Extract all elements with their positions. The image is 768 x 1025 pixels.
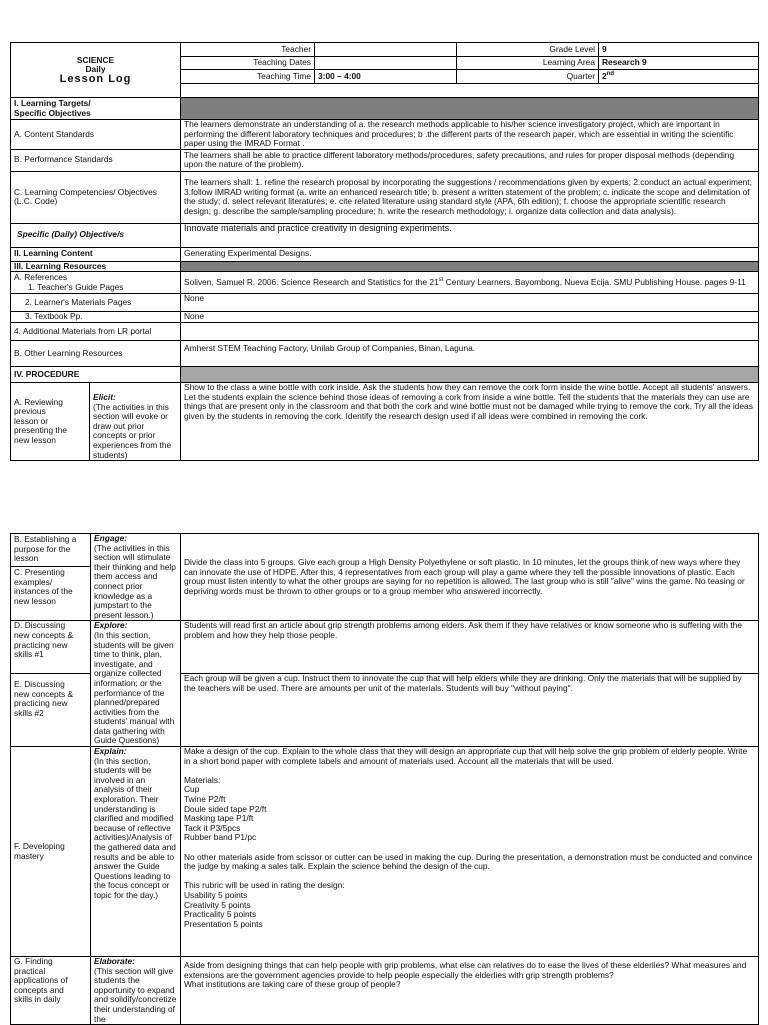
explain-desc: (In this section, students will be involved in an analysis of their exploration. Their understanding is clarified and modified because of reflective activities)/Analysis of the gathered data and results and be able to answer the Guide Questions leading to the focus concept or topic for the day.) xyxy=(94,755,176,900)
additional-materials-value xyxy=(181,322,759,340)
teaching-dates-label: Teaching Dates xyxy=(181,57,315,70)
explore-desc: (In this section, students will be given time to think, plan, investigate, and organize collected information; or the performance of the planned/prepared activities from the students' manual with data gathering with Guide Questions) xyxy=(94,629,175,746)
teaching-time-label: Teaching Time xyxy=(181,70,315,84)
learners-materials-value: None xyxy=(181,294,759,312)
additional-materials-label: 4. Additional Materials from LR portal xyxy=(11,322,181,340)
discussing-2-text: Each group will be given a cup. Instruct them to innovate the cup that will help elders while they are drinking. Only the materials that will be supplied by the teachers will be used. There are amounts per unit of the materials. Students will buy "without paying". xyxy=(181,674,759,747)
textbook-label: 3. Textbook Pp. xyxy=(11,312,181,323)
learning-area-value[interactable]: Research 9 xyxy=(599,57,759,70)
teaching-time-value[interactable]: 3:00 – 4:00 xyxy=(315,70,457,84)
teachers-guide-label: 1. Teacher's Guide Pages xyxy=(28,281,124,292)
textbook-value: None xyxy=(181,312,759,323)
teachers-guide-text xyxy=(181,272,759,294)
elaborate-desc: (This section will give students the opportunity to expand and solidify/concretize their understanding of the xyxy=(94,965,177,1024)
learning-area-label: Learning Area xyxy=(457,57,599,70)
bc-label-cell xyxy=(11,534,91,621)
review-text: Show to the class a wine bottle with cork inside. Ask the students how they can remove the cork form inside the wine bottle. Accept all students' answers. Let the students explain the science behind those ideas of removing a cork from inside a wine bottle. Tell the students that the materials they can use are things that are present only in the classroom and that both the cork and wine bottle must not be damaged while trying to remove the cork. Try all the ideas given by the students in removing the cork. Identify the research design used if all ideas were combined in removing the cork. xyxy=(181,382,759,460)
discussing-1-label: D. Discussing new concepts & practicing new skills #1 xyxy=(11,621,91,674)
title-lesson-log: Lesson Log xyxy=(59,72,132,85)
elicit-phase: Elicit: xyxy=(93,391,116,402)
quarter-label: Quarter xyxy=(457,70,599,84)
grade-level-value[interactable]: 9 xyxy=(599,43,759,57)
references-label xyxy=(11,272,181,294)
engage-cell xyxy=(91,534,181,621)
review-cell xyxy=(11,382,181,460)
explore-cell xyxy=(91,621,181,747)
specific-objectives-text: Innovate materials and practice creativity in designing experiments. xyxy=(181,223,759,247)
discussing-1-text: Students will read first an article about grip strength problems among elders. Ask them if they have relatives or know someone who is suffering with the problem and how they help those people. xyxy=(181,621,759,674)
procedure-heading: IV. PROCEDURE xyxy=(11,366,181,382)
other-resources-value: Amherst STEM Teaching Factory, Unilab Group of Companies, Binan, Laguna. xyxy=(181,340,759,366)
competencies-label: C. Learning Competencies/ Objectives (L.C. Code) xyxy=(11,171,181,223)
learning-targets-shade xyxy=(181,98,759,120)
engage-desc: (The activities in this section will stimulate their thinking and help them access and connect prior knowledge as a jumpstart to the present lesson.) xyxy=(94,542,176,620)
review-label: A. Reviewing previous lesson or presenting the new lesson xyxy=(11,383,90,460)
teacher-label: Teacher xyxy=(181,43,315,57)
developing-mastery-text: Make a design of the cup. Explain to the whole class that they will design an appropriate cup that will help solve the grip problem of elderly people. Write in a short bond paper with complete labels and amount of materials used. Account all the materials that will be used. Materials: Cup Twine P2/ft Doule sided tape P2/ft Masking tape P1/ft Tack it P3/5pcs Rubber band P1/pc No other materials aside from scissor or cutter can be used in making the cup. During the presentation, a demonstration must be conducted and convince the judge by making a sales talk. Explain the science behind the design of the cup. This rubric will be used in rating the design: Usability 5 points Creativity 5 points Practicality 5 points Presentation 5 points xyxy=(181,747,759,957)
review-inner xyxy=(11,383,180,460)
finding-applications-label: G. Finding practical applications of concepts and skills in daily xyxy=(11,957,91,1025)
header-spacer xyxy=(181,84,759,98)
guide-sup: st xyxy=(438,277,444,284)
learning-targets-heading: I. Learning Targets/ Specific Objectives xyxy=(11,98,181,120)
other-resources-label: B. Other Learning Resources xyxy=(11,340,181,366)
teacher-value[interactable] xyxy=(315,43,457,57)
learning-resources-heading: III. Learning Resources xyxy=(11,261,181,272)
references-heading: A. References xyxy=(14,272,68,283)
establishing-purpose-label: B. Establishing a purpose for the lesson xyxy=(11,534,90,567)
guide-text-a: Soliven, Samuel R. 2006. Science Research and Statistics for the 21 xyxy=(184,277,439,288)
elaborate-cell xyxy=(91,957,181,1025)
procedure-shade xyxy=(181,366,759,382)
teaching-dates-value[interactable] xyxy=(315,57,457,70)
grade-level-label: Grade Level xyxy=(457,43,599,57)
quarter-number: 2 xyxy=(602,70,607,81)
lesson-log-title xyxy=(11,43,181,98)
lesson-log-table-page1 xyxy=(10,42,759,461)
learning-content-heading: II. Learning Content xyxy=(11,247,181,261)
elicit-cell xyxy=(90,383,181,460)
learning-content-text: Generating Experimental Designs. xyxy=(181,247,759,261)
learners-materials-label: 2. Learner's Materials Pages xyxy=(11,294,181,312)
finding-applications-text: Aside from designing things that can help people with grip problems, what else can relatives do to ease the lives of these elderlies? What measures and extensions are the government agencies provide to help people especially the elderlies with grip strength problems? What institutions are taking care of these group of people? xyxy=(181,957,759,1025)
title-science: SCIENCE xyxy=(76,54,115,65)
performance-standards-text: The learners shall be able to practice different laboratory methods/procedures, safety precautions, and rules for proper disposal methods (depending upon the nature of the problem). xyxy=(181,149,759,171)
performance-standards-label: B. Performance Standards xyxy=(11,149,181,171)
engage-phase: Engage: xyxy=(94,533,128,543)
elicit-desc: (The activities in this section will evoke or draw out prior concepts or prior experiences from the students) xyxy=(93,401,172,460)
guide-text-b: Century Learners. Bayombong, Nueva Ecija. SMU Publishing House. pages 9-11 xyxy=(443,277,746,288)
competencies-text: The learners shall: 1. refine the research proposal by incorporating the suggestions / recommendations given by experts; 2.conduct an actual experiment; 3.follow IMRAD writing format (a. write an enhanced research title; b. present a written statement of the problem; c. indicate the scope and delimitation of the study; d. select relevant literatures; e. cite related literature using standard style (APA, 6th edition); f. choose the appropriate scientific research design; g. describe the sample/sampling procedure; h. write the research methodology; i. organize data collection and data analysis). xyxy=(181,171,759,223)
bc-text: Divide the class into 5 groups. Give each group a High Density Polyethylene or soft plastic. In 10 minutes, let the groups think of new ways where they can innovate the use of HDPE. After this, 4 representatives from each group will play a game where they tell the possible innovations of plastic. Each group must listen intently to what the other groups are saying for no repetition is allowed. The last group who is still "alive" wins the game. No teasing or depriving words must be thrown to other groups or to a group member who answered incorrectly. xyxy=(181,534,759,621)
explore-phase: Explore: xyxy=(94,620,128,631)
title-daily: Daily xyxy=(85,64,106,75)
discussing-2-label: E. Discussing new concepts & practicing new skills #2 xyxy=(11,674,91,747)
explain-phase: Explain: xyxy=(94,746,127,757)
content-standards-text: The learners demonstrate an understanding of a. the research methods applicable to his/her science investigatory project, which are important in performing the different laboratory techniques and procedures; b .the different parts of the research paper, which are essential in writing the scientific paper using the IMRAD Format . xyxy=(181,120,759,150)
quarter-value[interactable] xyxy=(599,70,759,84)
presenting-examples-label: C. Presenting examples/ instances of the new lesson xyxy=(14,567,73,606)
content-standards-label: A. Content Standards xyxy=(11,120,181,150)
quarter-suffix: nd xyxy=(606,70,615,77)
learning-resources-shade xyxy=(181,261,759,272)
specific-objectives-label: Specific (Daily) Objective/s xyxy=(11,223,181,247)
lesson-log-table-page2 xyxy=(10,533,759,1025)
developing-mastery-label: F. Developing mastery xyxy=(11,747,91,957)
elaborate-phase: Elaborate: xyxy=(94,956,135,967)
explain-cell xyxy=(91,747,181,957)
